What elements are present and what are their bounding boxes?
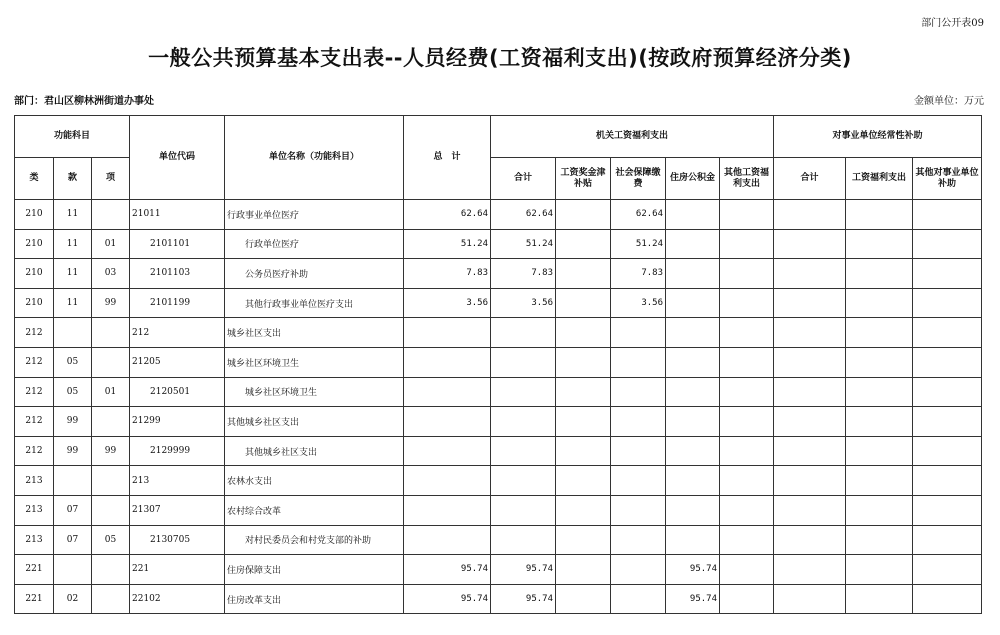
cell-unit-code: 221 bbox=[130, 555, 225, 585]
cell-inst-salary bbox=[846, 584, 913, 614]
cell-inst-total bbox=[774, 495, 846, 525]
cell-org-salary bbox=[556, 525, 611, 555]
cell-org-other bbox=[720, 466, 774, 496]
cell-org-other bbox=[720, 525, 774, 555]
cell-org-housing bbox=[666, 200, 720, 230]
cell-unit-name: 其他行政事业单位医疗支出 bbox=[225, 288, 404, 318]
cell-org-housing bbox=[666, 466, 720, 496]
cell-unit-name: 农村综合改革 bbox=[225, 495, 404, 525]
cell-org-social: 51.24 bbox=[611, 229, 666, 259]
cell-total bbox=[404, 495, 491, 525]
cell-inst-total bbox=[774, 288, 846, 318]
cell-unit-name: 其他城乡社区支出 bbox=[225, 436, 404, 466]
cell-inst-salary bbox=[846, 377, 913, 407]
cell-org-social: 7.83 bbox=[611, 259, 666, 289]
cell-org-social bbox=[611, 377, 666, 407]
cell-org-social bbox=[611, 436, 666, 466]
cell-lei: 213 bbox=[15, 466, 54, 496]
header-org-salary: 工资奖金津补贴 bbox=[556, 158, 611, 200]
table-row bbox=[15, 495, 982, 525]
cell-unit-name: 住房改革支出 bbox=[225, 584, 404, 614]
cell-inst-other bbox=[913, 555, 982, 585]
cell-xiang bbox=[92, 466, 130, 496]
cell-inst-other bbox=[913, 347, 982, 377]
cell-inst-other bbox=[913, 407, 982, 437]
cell-unit-code: 2101199 bbox=[130, 288, 225, 318]
cell-unit-code: 21307 bbox=[130, 495, 225, 525]
cell-inst-salary bbox=[846, 466, 913, 496]
cell-org-salary bbox=[556, 407, 611, 437]
cell-org-other bbox=[720, 495, 774, 525]
header-function-subject: 功能科目 bbox=[15, 116, 130, 158]
cell-kuan bbox=[54, 555, 92, 585]
cell-inst-salary bbox=[846, 347, 913, 377]
cell-org-social bbox=[611, 466, 666, 496]
cell-org-housing bbox=[666, 288, 720, 318]
header-org-total: 合计 bbox=[491, 158, 556, 200]
cell-org-social: 62.64 bbox=[611, 200, 666, 230]
cell-kuan: 07 bbox=[54, 495, 92, 525]
cell-total: 7.83 bbox=[404, 259, 491, 289]
cell-org-social bbox=[611, 584, 666, 614]
cell-org-housing bbox=[666, 436, 720, 466]
cell-org-salary bbox=[556, 555, 611, 585]
table-row bbox=[15, 584, 982, 614]
cell-xiang: 05 bbox=[92, 525, 130, 555]
cell-org-other bbox=[720, 318, 774, 348]
header-org-housing: 住房公积金 bbox=[666, 158, 720, 200]
cell-org-social bbox=[611, 347, 666, 377]
cell-xiang bbox=[92, 200, 130, 230]
cell-total bbox=[404, 525, 491, 555]
cell-kuan: 11 bbox=[54, 259, 92, 289]
cell-org-housing bbox=[666, 259, 720, 289]
cell-inst-salary bbox=[846, 288, 913, 318]
cell-inst-total bbox=[774, 318, 846, 348]
cell-org-total bbox=[491, 377, 556, 407]
cell-org-other bbox=[720, 407, 774, 437]
table-row bbox=[15, 377, 982, 407]
cell-org-other bbox=[720, 259, 774, 289]
table-row bbox=[15, 466, 982, 496]
table-row bbox=[15, 229, 982, 259]
header-total: 总 计 bbox=[404, 116, 491, 200]
form-number: 部门公开表09 bbox=[921, 18, 984, 29]
cell-org-salary bbox=[556, 318, 611, 348]
cell-lei: 212 bbox=[15, 347, 54, 377]
cell-org-housing bbox=[666, 229, 720, 259]
cell-unit-code: 22102 bbox=[130, 584, 225, 614]
cell-unit-code: 2130705 bbox=[130, 525, 225, 555]
cell-unit-code: 2129999 bbox=[130, 436, 225, 466]
cell-org-total: 95.74 bbox=[491, 584, 556, 614]
cell-inst-total bbox=[774, 466, 846, 496]
cell-unit-code: 212 bbox=[130, 318, 225, 348]
cell-unit-name: 对村民委员会和村党支部的补助 bbox=[225, 525, 404, 555]
cell-lei: 210 bbox=[15, 259, 54, 289]
cell-lei: 212 bbox=[15, 436, 54, 466]
cell-org-housing bbox=[666, 377, 720, 407]
cell-inst-salary bbox=[846, 436, 913, 466]
cell-org-social bbox=[611, 318, 666, 348]
cell-total bbox=[404, 466, 491, 496]
cell-unit-name: 城乡社区环境卫生 bbox=[225, 347, 404, 377]
table-row bbox=[15, 318, 982, 348]
cell-unit-code: 2101103 bbox=[130, 259, 225, 289]
cell-org-salary bbox=[556, 377, 611, 407]
cell-lei: 212 bbox=[15, 407, 54, 437]
cell-xiang bbox=[92, 495, 130, 525]
cell-org-social bbox=[611, 495, 666, 525]
table-row bbox=[15, 436, 982, 466]
cell-total bbox=[404, 436, 491, 466]
cell-unit-code: 2120501 bbox=[130, 377, 225, 407]
cell-org-other bbox=[720, 229, 774, 259]
cell-inst-other bbox=[913, 525, 982, 555]
table-row bbox=[15, 288, 982, 318]
cell-kuan bbox=[54, 466, 92, 496]
cell-inst-total bbox=[774, 347, 846, 377]
cell-inst-salary bbox=[846, 200, 913, 230]
cell-inst-total bbox=[774, 200, 846, 230]
cell-kuan: 02 bbox=[54, 584, 92, 614]
cell-inst-other bbox=[913, 288, 982, 318]
header-unit-name: 单位名称（功能科目） bbox=[225, 116, 404, 200]
cell-xiang: 01 bbox=[92, 229, 130, 259]
header-xiang: 项 bbox=[92, 158, 130, 200]
cell-lei: 212 bbox=[15, 377, 54, 407]
cell-org-social bbox=[611, 407, 666, 437]
header-unit-code: 单位代码 bbox=[130, 116, 225, 200]
cell-inst-other bbox=[913, 584, 982, 614]
department-label: 部门：君山区柳林洲街道办事处 bbox=[14, 96, 154, 107]
cell-org-other bbox=[720, 436, 774, 466]
cell-org-salary bbox=[556, 347, 611, 377]
cell-kuan: 05 bbox=[54, 347, 92, 377]
cell-inst-total bbox=[774, 259, 846, 289]
cell-org-housing bbox=[666, 525, 720, 555]
cell-org-total bbox=[491, 436, 556, 466]
cell-kuan: 11 bbox=[54, 229, 92, 259]
cell-kuan: 99 bbox=[54, 436, 92, 466]
cell-xiang bbox=[92, 584, 130, 614]
cell-unit-name: 其他城乡社区支出 bbox=[225, 407, 404, 437]
cell-unit-name: 农林水支出 bbox=[225, 466, 404, 496]
cell-lei: 210 bbox=[15, 200, 54, 230]
cell-unit-name: 城乡社区环境卫生 bbox=[225, 377, 404, 407]
cell-total bbox=[404, 347, 491, 377]
cell-xiang: 99 bbox=[92, 288, 130, 318]
cell-inst-total bbox=[774, 229, 846, 259]
cell-org-total bbox=[491, 407, 556, 437]
cell-inst-salary bbox=[846, 259, 913, 289]
cell-org-other bbox=[720, 377, 774, 407]
header-institution-subsidy-group: 对事业单位经常性补助 bbox=[774, 116, 982, 158]
cell-org-other bbox=[720, 584, 774, 614]
cell-org-other bbox=[720, 200, 774, 230]
cell-total: 3.56 bbox=[404, 288, 491, 318]
cell-inst-other bbox=[913, 200, 982, 230]
cell-xiang bbox=[92, 318, 130, 348]
cell-unit-name: 住房保障支出 bbox=[225, 555, 404, 585]
cell-kuan bbox=[54, 318, 92, 348]
cell-org-salary bbox=[556, 466, 611, 496]
cell-unit-code: 21011 bbox=[130, 200, 225, 230]
cell-unit-code: 21205 bbox=[130, 347, 225, 377]
cell-org-total bbox=[491, 318, 556, 348]
cell-org-salary bbox=[556, 229, 611, 259]
cell-inst-total bbox=[774, 436, 846, 466]
header-org-welfare-group: 机关工资福利支出 bbox=[491, 116, 774, 158]
table-row bbox=[15, 347, 982, 377]
cell-org-total bbox=[491, 466, 556, 496]
header-inst-salary: 工资福利支出 bbox=[846, 158, 913, 200]
cell-org-salary bbox=[556, 288, 611, 318]
cell-lei: 221 bbox=[15, 555, 54, 585]
cell-unit-name: 公务员医疗补助 bbox=[225, 259, 404, 289]
cell-total: 51.24 bbox=[404, 229, 491, 259]
header-inst-other: 其他对事业单位补助 bbox=[913, 158, 982, 200]
budget-table bbox=[14, 115, 982, 614]
cell-org-other bbox=[720, 347, 774, 377]
cell-org-social bbox=[611, 555, 666, 585]
cell-org-salary bbox=[556, 259, 611, 289]
cell-xiang bbox=[92, 347, 130, 377]
cell-kuan: 05 bbox=[54, 377, 92, 407]
cell-lei: 221 bbox=[15, 584, 54, 614]
cell-inst-total bbox=[774, 525, 846, 555]
cell-inst-other bbox=[913, 229, 982, 259]
cell-org-salary bbox=[556, 436, 611, 466]
cell-org-housing bbox=[666, 495, 720, 525]
cell-inst-other bbox=[913, 436, 982, 466]
table-row bbox=[15, 200, 982, 230]
cell-inst-salary bbox=[846, 318, 913, 348]
cell-inst-total bbox=[774, 407, 846, 437]
cell-xiang bbox=[92, 407, 130, 437]
cell-kuan: 07 bbox=[54, 525, 92, 555]
cell-lei: 213 bbox=[15, 495, 54, 525]
cell-xiang: 03 bbox=[92, 259, 130, 289]
cell-kuan: 11 bbox=[54, 288, 92, 318]
cell-lei: 210 bbox=[15, 288, 54, 318]
cell-inst-salary bbox=[846, 495, 913, 525]
cell-org-salary bbox=[556, 200, 611, 230]
header-org-social: 社会保障缴费 bbox=[611, 158, 666, 200]
cell-org-total: 3.56 bbox=[491, 288, 556, 318]
cell-org-salary bbox=[556, 584, 611, 614]
cell-org-total: 7.83 bbox=[491, 259, 556, 289]
table-row bbox=[15, 555, 982, 585]
cell-xiang: 99 bbox=[92, 436, 130, 466]
cell-lei: 213 bbox=[15, 525, 54, 555]
header-inst-total: 合计 bbox=[774, 158, 846, 200]
cell-lei: 210 bbox=[15, 229, 54, 259]
cell-unit-name: 行政事业单位医疗 bbox=[225, 200, 404, 230]
cell-org-social bbox=[611, 525, 666, 555]
cell-org-housing: 95.74 bbox=[666, 584, 720, 614]
cell-kuan: 11 bbox=[54, 200, 92, 230]
cell-org-other bbox=[720, 555, 774, 585]
cell-inst-other bbox=[913, 495, 982, 525]
amount-unit-label: 金额单位：万元 bbox=[914, 96, 984, 107]
cell-unit-code: 2101101 bbox=[130, 229, 225, 259]
cell-inst-salary bbox=[846, 229, 913, 259]
cell-xiang: 01 bbox=[92, 377, 130, 407]
cell-total: 95.74 bbox=[404, 584, 491, 614]
cell-org-housing: 95.74 bbox=[666, 555, 720, 585]
cell-org-total bbox=[491, 495, 556, 525]
cell-inst-other bbox=[913, 318, 982, 348]
cell-total: 95.74 bbox=[404, 555, 491, 585]
cell-total: 62.64 bbox=[404, 200, 491, 230]
cell-unit-name: 城乡社区支出 bbox=[225, 318, 404, 348]
cell-org-total: 51.24 bbox=[491, 229, 556, 259]
cell-org-social: 3.56 bbox=[611, 288, 666, 318]
table-row bbox=[15, 407, 982, 437]
cell-total bbox=[404, 377, 491, 407]
cell-inst-other bbox=[913, 377, 982, 407]
cell-inst-total bbox=[774, 584, 846, 614]
cell-lei: 212 bbox=[15, 318, 54, 348]
cell-org-total bbox=[491, 525, 556, 555]
cell-org-housing bbox=[666, 347, 720, 377]
table-row bbox=[15, 259, 982, 289]
cell-org-other bbox=[720, 288, 774, 318]
table-body bbox=[15, 200, 982, 614]
cell-inst-other bbox=[913, 259, 982, 289]
cell-unit-name: 行政单位医疗 bbox=[225, 229, 404, 259]
cell-xiang bbox=[92, 555, 130, 585]
cell-inst-salary bbox=[846, 555, 913, 585]
cell-org-salary bbox=[556, 495, 611, 525]
cell-org-total: 62.64 bbox=[491, 200, 556, 230]
header-lei: 类 bbox=[15, 158, 54, 200]
cell-org-housing bbox=[666, 318, 720, 348]
header-org-other: 其他工资福利支出 bbox=[720, 158, 774, 200]
cell-total bbox=[404, 318, 491, 348]
header-kuan: 款 bbox=[54, 158, 92, 200]
cell-org-housing bbox=[666, 407, 720, 437]
cell-inst-total bbox=[774, 555, 846, 585]
cell-inst-salary bbox=[846, 525, 913, 555]
cell-kuan: 99 bbox=[54, 407, 92, 437]
cell-total bbox=[404, 407, 491, 437]
cell-unit-code: 213 bbox=[130, 466, 225, 496]
page-title: 一般公共预算基本支出表--人员经费(工资福利支出)(按政府预算经济分类) bbox=[148, 46, 852, 70]
cell-inst-total bbox=[774, 377, 846, 407]
table-row bbox=[15, 525, 982, 555]
cell-org-total: 95.74 bbox=[491, 555, 556, 585]
cell-inst-salary bbox=[846, 407, 913, 437]
cell-unit-code: 21299 bbox=[130, 407, 225, 437]
cell-inst-other bbox=[913, 466, 982, 496]
cell-org-total bbox=[491, 347, 556, 377]
